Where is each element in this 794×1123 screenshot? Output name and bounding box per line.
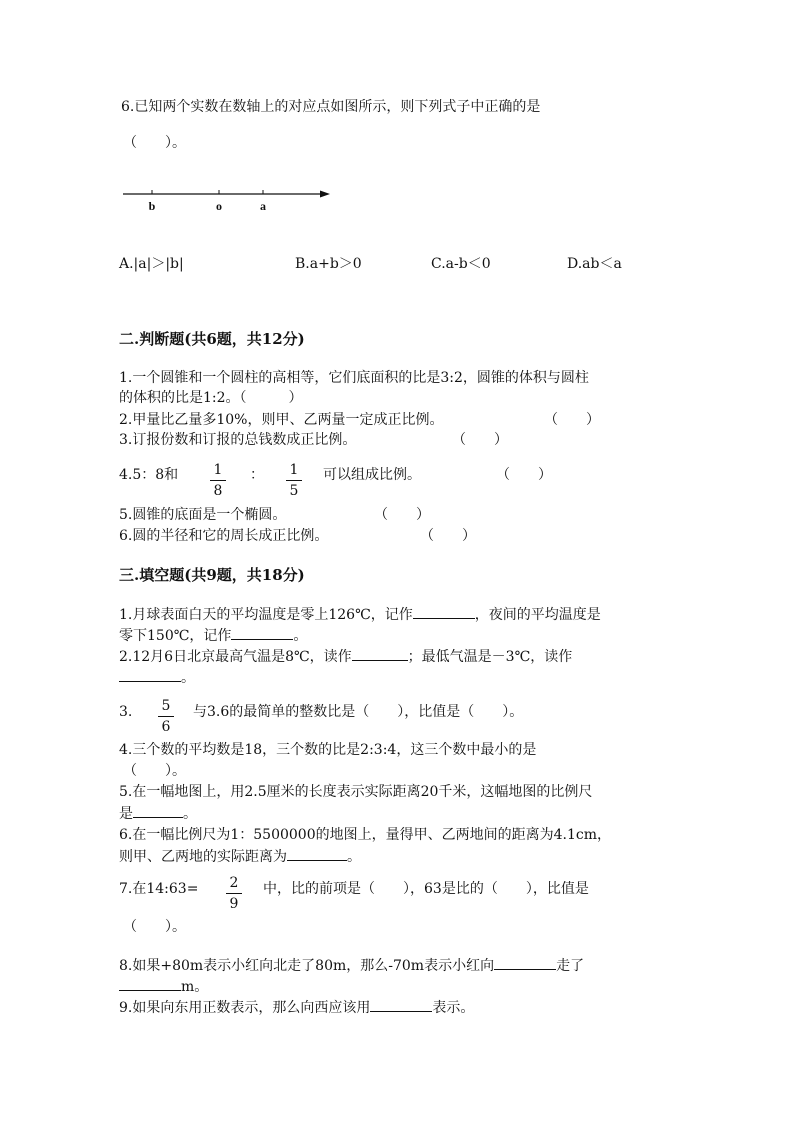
axis-label-a: a	[260, 199, 266, 213]
s3-q1-text-a: 1.月球表面白天的平均温度是零上126℃，记作	[119, 607, 413, 623]
fraction-denominator: 5	[289, 483, 299, 499]
section3-title: 三.填空题(共9题，共18分)	[119, 566, 305, 584]
s3-q8-text-b: 走了	[556, 958, 585, 974]
s3-q1-text-d: 。	[293, 628, 308, 644]
fraction-numerator: 2	[229, 875, 239, 891]
s3-q2-text-b: ；最低气温是－3℃，读作	[407, 649, 573, 665]
fraction-numerator: 5	[161, 698, 171, 714]
s3-q5-line1: 5.在一幅地图上，用2.5厘米的长度表示实际距离20千米，这幅地图的比例尺	[119, 784, 593, 800]
s3-q7-line2: （ ）。	[123, 919, 186, 935]
fraction-numerator: 1	[289, 462, 299, 478]
s3-q6-line2	[119, 846, 361, 867]
s3-q6-text-b: 。	[347, 849, 361, 865]
s2-q4-paren: （ ）	[496, 467, 552, 483]
s2-q4-fraction-1	[207, 461, 229, 500]
s2-q3-paren: （ ）	[452, 432, 508, 448]
s2-q4-prefix: 4.5：8和	[119, 467, 179, 483]
answer-blank	[370, 997, 432, 1012]
answer-blank	[352, 646, 408, 661]
s2-q4-colon: ：	[250, 467, 264, 483]
fraction-denominator: 6	[161, 719, 171, 735]
s3-q2-text-c: 。	[181, 670, 195, 686]
s3-q7-prefix: 7.在14:63=	[119, 881, 199, 897]
s2-q1-line1: 1.一个圆锥和一个圆柱的高相等，它们底面积的比是3:2，圆锥的体积与圆柱	[119, 370, 589, 386]
s3-q6-text-a: 则甲、乙两地的实际距离为	[119, 849, 287, 865]
s3-q8-text-a: 8.如果+80m表示小红向北走了80m，那么-70m表示小红向	[119, 958, 495, 974]
s3-q4-line2: （ ）。	[123, 763, 186, 779]
s3-q3-number: 3.	[119, 704, 133, 720]
s3-q8-line1	[119, 955, 584, 976]
s3-q1-text-c: 零下150℃，记作	[119, 628, 232, 644]
answer-blank	[413, 604, 475, 619]
s2-q3: 3.订报份数和订报的总钱数成正比例。	[119, 432, 357, 448]
fraction-denominator: 9	[229, 896, 239, 912]
answer-blank	[231, 625, 293, 640]
s2-q2-paren: （ ）	[544, 412, 600, 428]
number-line-figure	[118, 184, 338, 214]
q6-option-a: A.|a|＞|b|	[119, 256, 184, 272]
s3-q3-text: 与3.6的最简单的整数比是（ ），比值是（ ）。	[193, 704, 524, 720]
s3-q7-text: 中，比的前项是（ ），63是比的（ ），比值是	[263, 881, 589, 897]
s2-q1-line2: 的体积的比是1:2。（ ）	[119, 390, 303, 406]
number-line-arrow-icon	[320, 191, 330, 198]
s3-q1-line1	[119, 604, 601, 625]
s3-q2-line1	[119, 646, 572, 667]
axis-label-o: o	[216, 199, 222, 213]
s3-q5-text-a: 是	[119, 806, 133, 822]
fraction-denominator: 8	[213, 483, 223, 499]
s2-q4-suffix: 可以组成比例。	[323, 467, 421, 483]
answer-blank	[133, 803, 183, 818]
axis-label-b: b	[148, 199, 156, 213]
s3-q4-line1: 4.三个数的平均数是18，三个数的比是2:3:4，这三个数中最小的是	[119, 742, 537, 758]
s2-q2: 2.甲量比乙量多10%，则甲、乙两量一定成正比例。	[119, 412, 444, 428]
s3-q9-text-a: 9.如果向东用正数表示，那么向西应该用	[119, 1000, 371, 1016]
s2-q4-fraction-2	[283, 461, 305, 500]
s3-q5-line2	[119, 803, 197, 824]
section2-title: 二.判断题(共6题，共12分)	[119, 330, 305, 348]
s3-q1-text-b: ，夜间的平均温度是	[474, 607, 601, 623]
answer-blank	[287, 846, 347, 861]
s3-q7-fraction	[223, 874, 245, 913]
q6-answer-paren: （ ）。	[123, 135, 186, 151]
answer-blank	[119, 667, 181, 682]
q6-option-d: D.ab＜a	[567, 256, 622, 272]
s2-q6: 6.圆的半径和它的周长成正比例。	[119, 528, 329, 544]
s2-q5-paren: （ ）	[374, 507, 430, 523]
q6-option-c: C.a-b＜0	[431, 256, 491, 272]
q6-stem: 6.已知两个实数在数轴上的对应点如图所示，则下列式子中正确的是	[121, 99, 541, 115]
s3-q2-text-a: 2.12月6日北京最高气温是8℃，读作	[119, 649, 352, 665]
s3-q8-line2	[119, 976, 208, 997]
fraction-numerator: 1	[213, 462, 223, 478]
s2-q5: 5.圆锥的底面是一个椭圆。	[119, 507, 287, 523]
s3-q2-line2	[119, 667, 195, 688]
s3-q9	[119, 997, 474, 1018]
s3-q6-line1: 6.在一幅比例尺为1：5500000的地图上，量得甲、乙两地间的距离为4.1cm，	[119, 827, 611, 843]
s3-q3-fraction	[155, 697, 177, 736]
s3-q1-line2	[119, 625, 307, 646]
s2-q6-paren: （ ）	[420, 528, 476, 544]
answer-blank	[119, 976, 181, 991]
answer-blank	[494, 955, 556, 970]
s3-q5-text-b: 。	[183, 806, 197, 822]
s3-q8-text-c: m。	[181, 979, 209, 995]
s3-q9-text-b: 表示。	[432, 1000, 475, 1016]
q6-option-b: B.a+b＞0	[295, 256, 362, 272]
